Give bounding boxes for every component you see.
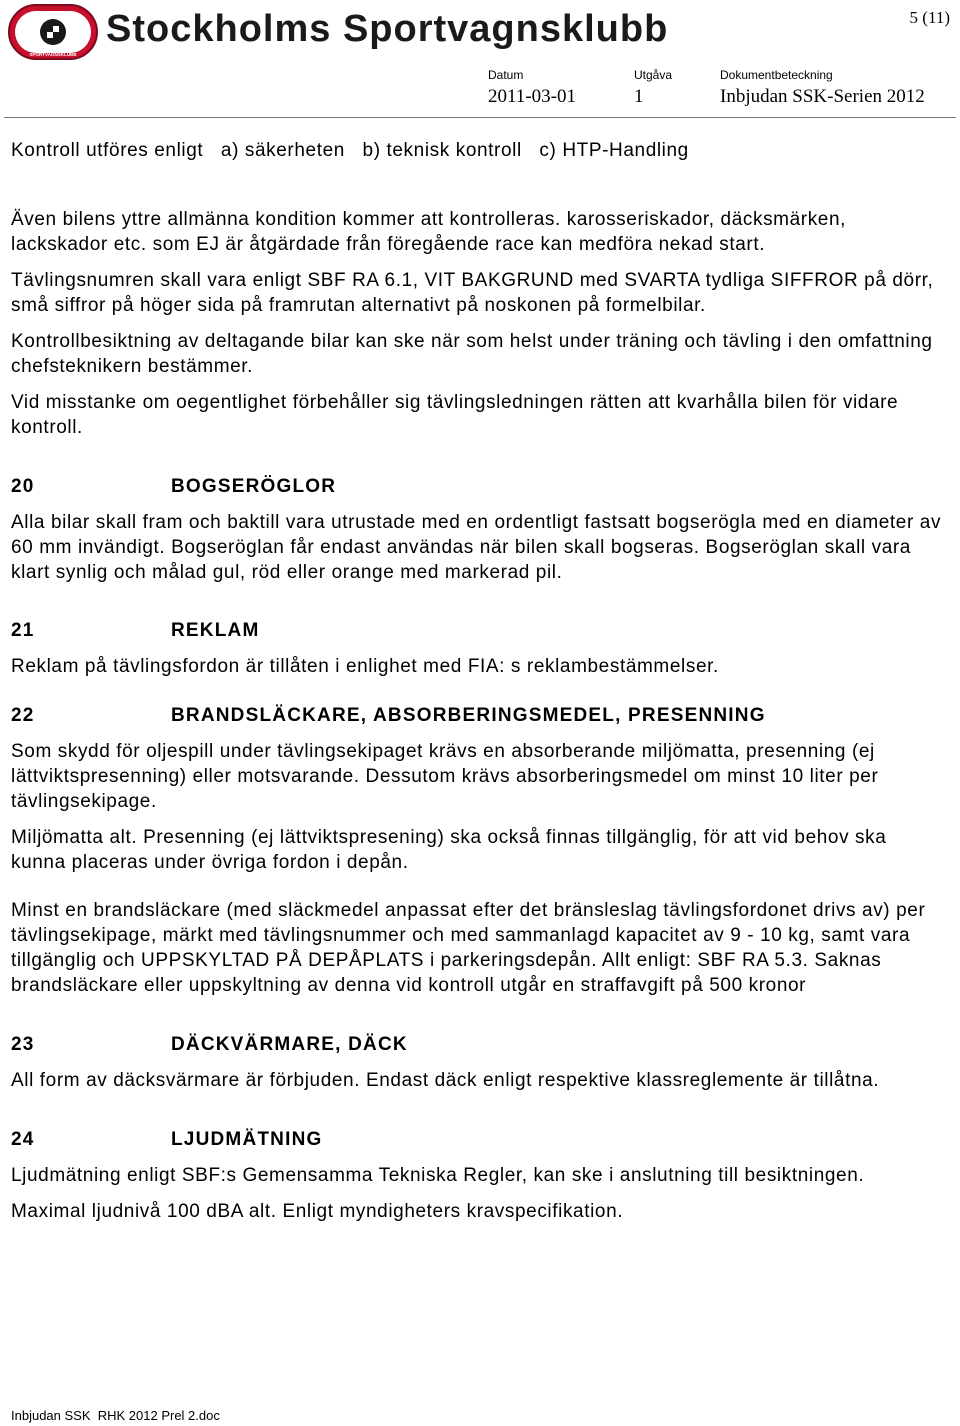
- edition-label: Utgåva: [634, 68, 673, 82]
- section-title: REKLAM: [171, 620, 260, 641]
- section-number: 23: [11, 1034, 35, 1055]
- section-21-heading: [11, 618, 946, 643]
- section-21-paragraph: Reklam på tävlingsfordon är tillåten i enlighet med FIA: s reklambestämmelser.: [11, 656, 719, 677]
- control-line: Kontroll utföres enligt a) säkerheten b) teknisk kontroll c) HTP-Handling: [11, 140, 689, 161]
- page-number: 5 (11): [909, 8, 950, 27]
- doc-label: Dokumentbeteckning: [720, 68, 833, 82]
- club-logo: [8, 4, 98, 60]
- organization-title: Stockholms Sportvagnsklubb: [106, 8, 669, 50]
- section-22-paragraph-1: Som skydd för oljespill under tävlingsekipaget krävs en absorberande miljömatta, presenning (ej lättviktspresenning) eller motsvarande. Dessutom krävs absorberingsmedel om minst 10 liter per tävlingsekipage.: [11, 741, 879, 812]
- condition-paragraph: Även bilens yttre allmänna kondition kommer att kontrolleras. karosseriskador, däcksmärken, lackskador etc. som EJ är åtgärdade från föregående race kan medföra nekad start.: [11, 209, 847, 255]
- document-body: [11, 138, 946, 1224]
- logo-text-top: STOCKHOLMS: [33, 11, 73, 17]
- section-number: 24: [11, 1129, 35, 1150]
- suspicion-paragraph: Vid misstanke om oegentlighet förbehåller sig tävlingsledningen rätten att kvarhålla bilen för vidare kontroll.: [11, 392, 899, 438]
- section-number: 20: [11, 476, 35, 497]
- section-23-paragraph: All form av däcksvärmare är förbjuden. Endast däck enligt respektive klassreglemente är tillåtna.: [11, 1070, 880, 1091]
- section-24-heading: [11, 1127, 946, 1152]
- section-title: DÄCKVÄRMARE, DÄCK: [171, 1034, 408, 1055]
- doc-value: Inbjudan SSK-Serien 2012: [720, 86, 925, 107]
- date-value: 2011-03-01: [488, 86, 576, 107]
- section-number: 22: [11, 705, 35, 726]
- footer-filename: Inbjudan SSK RHK 2012 Prel 2.doc: [11, 1408, 220, 1423]
- section-22-paragraph-2: Miljömatta alt. Presenning (ej lättviktspresening) ska också finnas tillgänglig, för att vid behov ska kunna placeras under övriga fordon i depån.: [11, 827, 887, 873]
- section-title: LJUDMÄTNING: [171, 1129, 323, 1150]
- section-20-heading: [11, 474, 946, 499]
- section-24-paragraph-1: Ljudmätning enligt SBF:s Gemensamma Tekniska Regler, kan ske i anslutning till besiktningen.: [11, 1165, 865, 1186]
- section-title: BOGSERÖGLOR: [171, 476, 337, 497]
- section-number: 21: [11, 620, 35, 641]
- logo-text-bottom: SPORTVAGNSKLUBB: [29, 52, 77, 57]
- section-title: BRANDSLÄCKARE, ABSORBERINGSMEDEL, PRESENNING: [171, 705, 766, 726]
- section-22-heading: [11, 703, 946, 728]
- edition-value: 1: [634, 86, 644, 107]
- header-divider: [4, 117, 956, 118]
- date-label: Datum: [488, 68, 524, 82]
- section-23-heading: [11, 1032, 946, 1057]
- inspection-paragraph: Kontrollbesiktning av deltagande bilar kan ske när som helst under träning och tävling i den omfattning chefsteknikern bestämmer.: [11, 331, 933, 377]
- section-22-paragraph-3: Minst en brandsläckare (med släckmedel anpassat efter det bränsleslag tävlingsfordonet drivs av) per tävlingsekipage, märkt med tävlingsnummer och med sammanlagd kapacitet av 9 - 10 kg, samt vara tillgänglig och UPPSKYLTAD PÅ DEPÅPLATS i parkeringsdepån. Allt enligt: SBF RA 5.3. Saknas brandsläckare eller uppskyltning av denna vid kontroll utgår en straffavgift på 500 kronor: [11, 900, 926, 996]
- section-24-paragraph-2: Maximal ljudnivå 100 dBA alt. Enligt myndigheters kravspecifikation.: [11, 1201, 624, 1222]
- numbers-paragraph: Tävlingsnumren skall vara enligt SBF RA 6.1, VIT BAKGRUND med SVARTA tydliga SIFFROR på dörr, små siffror på höger sida på framrutan alternativt på noskonen på formelbilar.: [11, 270, 934, 316]
- section-20-paragraph: Alla bilar skall fram och baktill vara utrustade med en ordentligt fastsatt bogserögla med en diameter av 60 mm invändigt. Bogseröglan får endast användas när bilen skall bogseras. Bogseröglan skall vara klart synlig och målad gul, röd eller orange med markerad pil.: [11, 512, 942, 583]
